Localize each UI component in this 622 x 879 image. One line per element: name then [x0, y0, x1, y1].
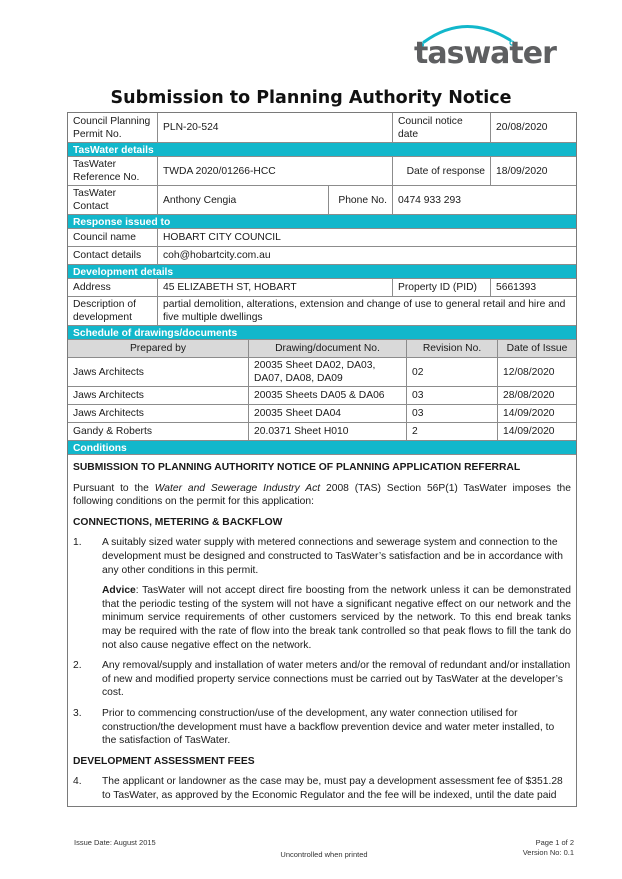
page-title: Submission to Planning Authority Notice	[110, 88, 512, 108]
pid-label: Property ID (PID)	[392, 279, 490, 296]
drawing-no: 20035 Sheet DA02, DA03, DA07, DA08, DA09	[248, 358, 406, 386]
col-drawing-no: Drawing/document No.	[248, 340, 406, 357]
date-of-issue: 14/09/2020	[497, 405, 576, 422]
condition-text: A suitably sized water supply with metered connections and sewerage system and connection to the development must be designed and constructed to TasWater’s satisfaction and be in accordance with any other conditions in this permit.	[102, 537, 563, 576]
description-value: partial demolition, alterations, extension and change of use to general retail and hire and five multiple dwellings	[157, 297, 576, 325]
condition-text: Prior to commencing construction/use of the development, any water connection utilised for construction/the development must have a backflow prevention device and water meter installed, to the satisfaction of TasWater.	[102, 707, 555, 747]
notice-date-value: 20/08/2020	[490, 113, 576, 142]
page-number: Page 1 of 2	[535, 838, 574, 847]
section-schedule: Schedule of drawings/documents	[68, 325, 576, 339]
address-row	[68, 278, 576, 296]
page-info	[523, 838, 574, 858]
response-date-label: Date of response	[392, 157, 490, 185]
col-date-issue: Date of Issue	[497, 340, 576, 357]
pid-value: 5661393	[490, 279, 576, 296]
drawing-no: 20035 Sheet DA04	[248, 405, 406, 422]
advice-text: : TasWater will not accept direct fire boosting from the network unless it can be demonstrated that the periodic testing of the system will not have a significant negative effect on our network and the minimum service requirements of other customers serviced by the network. To this end break tanks may be required with the rate of flow into the break tank controlled so that peak flows to fill the tank do not also cause negative effect on the network.	[102, 585, 571, 651]
condition-text: Any removal/supply and installation of water meters and/or the removal of redundant and/or installation of new and modified property service connections must be carried out by TasWater at the developer’s cost.	[102, 660, 571, 699]
revision-no: 03	[406, 387, 497, 404]
subheading-connections: CONNECTIONS, METERING & BACKFLOW	[73, 516, 283, 528]
notice-date-label: Council notice date	[392, 113, 490, 142]
taswater-logo	[410, 18, 556, 74]
address-label: Address	[73, 282, 111, 293]
contact-value: Anthony Cengia	[157, 186, 328, 214]
section-conditions: Conditions	[68, 440, 576, 454]
description-label: Description of development	[73, 299, 136, 323]
drawing-no: 20035 Sheets DA05 & DA06	[248, 387, 406, 404]
condition-item	[73, 536, 571, 577]
contact-label: TasWater Contact	[73, 188, 117, 212]
conditions-body	[68, 454, 576, 806]
schedule-row	[68, 422, 576, 440]
phone-value: 0474 933 293	[392, 186, 576, 214]
intro-text: Pursuant to the	[73, 482, 155, 494]
condition-text: The applicant or landowner as the case may be, must pay a development assessment fee of $351.28 to TasWater, as approved by the Economic Regulator and the fee will be indexed, until the date paid	[102, 776, 563, 801]
col-revision: Revision No.	[406, 340, 497, 357]
notice-table	[67, 112, 577, 807]
advice-label: Advice	[102, 585, 136, 597]
revision-no: 2	[406, 423, 497, 440]
council-label: Council name	[73, 232, 136, 243]
intro-text: 2008 (TAS) Section 56P(1) TasWater imposes the following conditions on the permit for this application:	[73, 482, 572, 508]
conditions-intro	[73, 482, 571, 509]
revision-no: 03	[406, 405, 497, 422]
date-of-issue: 12/08/2020	[497, 358, 576, 386]
condition-number: 3.	[73, 707, 82, 719]
schedule-row	[68, 386, 576, 404]
drawing-no: 20.0371 Sheet H010	[248, 423, 406, 440]
uncontrolled-notice: Uncontrolled when printed	[280, 850, 368, 859]
date-of-issue: 14/09/2020	[497, 423, 576, 440]
prepared-by: Jaws Architects	[73, 408, 144, 419]
schedule-row	[68, 404, 576, 422]
reference-label: TasWater Reference No.	[73, 159, 140, 183]
council-contact-value: coh@hobartcity.com.au	[157, 247, 576, 264]
issue-date: Issue Date: August 2015	[74, 838, 156, 847]
condition-number: 1.	[73, 537, 82, 549]
condition-item	[73, 775, 571, 802]
schedule-row	[68, 357, 576, 386]
council-row	[68, 228, 576, 246]
prepared-by: Jaws Architects	[73, 390, 144, 401]
act-name: Water and Sewerage Industry Act	[154, 482, 321, 494]
section-development-details: Development details	[68, 264, 576, 278]
council-contact-row	[68, 246, 576, 264]
condition-number: 4.	[73, 776, 82, 788]
contact-row	[68, 185, 576, 214]
advice-note	[102, 584, 571, 652]
reference-value: TWDA 2020/01266-HCC	[157, 157, 392, 185]
date-of-issue: 28/08/2020	[497, 387, 576, 404]
reference-row	[68, 156, 576, 185]
col-prepared-by: Prepared by	[68, 340, 248, 357]
condition-number: 2.	[73, 660, 82, 672]
version-number: Version No: 0.1	[522, 848, 574, 857]
prepared-by: Jaws Architects	[73, 366, 144, 378]
permit-value: PLN-20-524	[157, 113, 392, 142]
condition-item	[73, 707, 571, 748]
phone-label: Phone No.	[328, 186, 392, 214]
permit-row	[68, 113, 576, 142]
condition-item	[73, 659, 571, 700]
response-date-value: 18/09/2020	[490, 157, 576, 185]
revision-no: 02	[406, 358, 497, 386]
subheading-fees: DEVELOPMENT ASSESSMENT FEES	[73, 755, 255, 767]
council-contact-label: Contact details	[73, 250, 142, 261]
schedule-header-row	[68, 339, 576, 357]
section-response-issued-to: Response issued to	[68, 214, 576, 228]
council-value: HOBART CITY COUNCIL	[157, 229, 576, 246]
permit-label: Council Planning Permit No.	[73, 115, 151, 140]
conditions-heading: SUBMISSION TO PLANNING AUTHORITY NOTICE OF PLANNING APPLICATION REFERRAL	[73, 462, 521, 473]
description-row	[68, 296, 576, 325]
logo-text: taswater	[414, 36, 556, 71]
prepared-by: Gandy & Roberts	[73, 426, 152, 437]
section-taswater-details: TasWater details	[68, 142, 576, 156]
address-value: 45 ELIZABETH ST, HOBART	[157, 279, 392, 296]
